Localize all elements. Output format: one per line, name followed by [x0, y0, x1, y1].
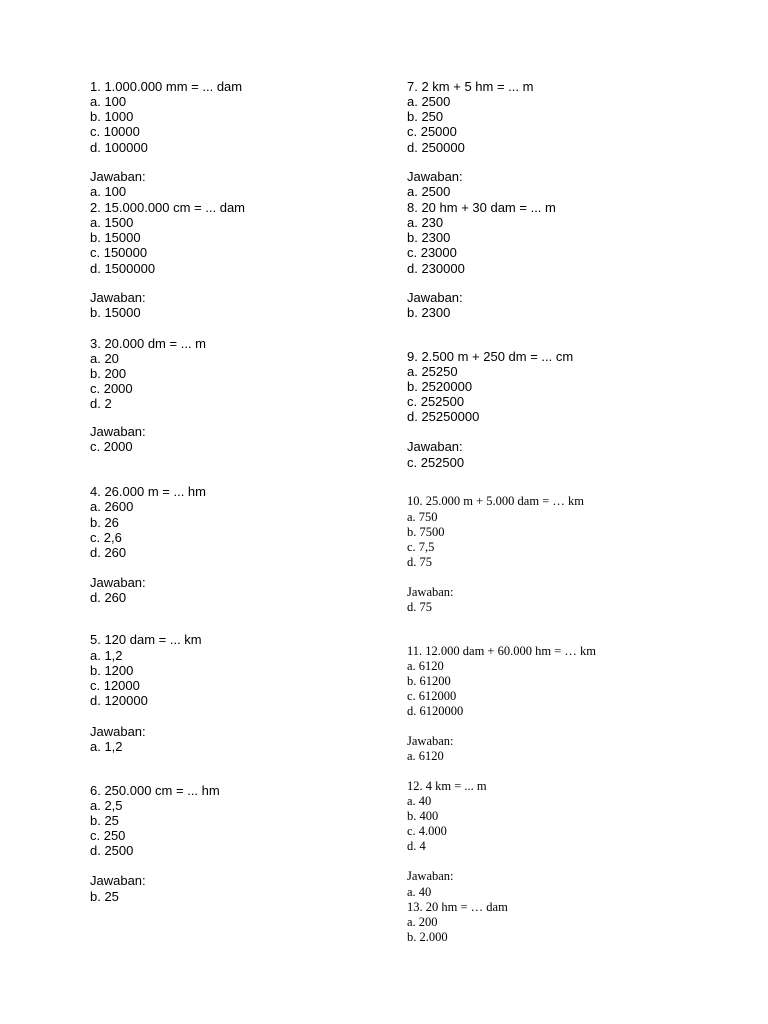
question-text: 8. 20 hm + 30 dam = ... m [407, 200, 556, 215]
option-c: c. 150000 [90, 245, 148, 260]
option-b: b. 400 [407, 809, 439, 823]
answer-label: Jawaban: [407, 585, 454, 599]
answer-value: c. 252500 [407, 455, 465, 470]
option-a: a. 40 [407, 794, 432, 808]
answer-value: a. 2500 [407, 184, 451, 199]
answer-value: a. 6120 [407, 749, 444, 763]
option-b: b. 2300 [407, 230, 451, 245]
option-d: d. 230000 [407, 261, 465, 276]
option-d: d. 1500000 [90, 261, 156, 276]
option-a: a. 2,5 [90, 798, 123, 813]
question-text: 9. 2.500 m + 250 dm = ... cm [407, 349, 574, 364]
question-text: 13. 20 hm = … dam [407, 900, 508, 914]
answer-value: a. 100 [90, 184, 127, 199]
option-b: b. 200 [90, 366, 127, 381]
answer-value: d. 260 [90, 590, 127, 605]
option-c: c. 10000 [90, 124, 140, 139]
option-b: b. 2.000 [407, 930, 448, 944]
option-b: b. 1000 [90, 109, 134, 124]
answer-label: Jawaban: [90, 290, 146, 305]
option-d: d. 100000 [90, 140, 148, 155]
answer-label: Jawaban: [407, 869, 454, 883]
answer-value: b. 25 [90, 889, 119, 904]
option-c: c. 612000 [407, 689, 457, 703]
question-text: 10. 25.000 m + 5.000 dam = … km [407, 494, 584, 508]
option-c: c. 12000 [90, 678, 140, 693]
option-b: b. 61200 [407, 674, 451, 688]
answer-value: d. 75 [407, 600, 432, 614]
option-b: b. 1200 [90, 663, 134, 678]
option-b: b. 25 [90, 813, 119, 828]
option-c: c. 250 [90, 828, 126, 843]
option-c: c. 2,6 [90, 530, 122, 545]
option-c: c. 2000 [90, 381, 133, 396]
answer-value: b. 2300 [407, 305, 451, 320]
option-a: a. 20 [90, 351, 119, 366]
answer-value: a. 1,2 [90, 739, 123, 754]
question-text: 6. 250.000 cm = ... hm [90, 783, 220, 798]
question-text: 1. 1.000.000 mm = ... dam [90, 79, 243, 94]
question-text: 3. 20.000 dm = ... m [90, 336, 206, 351]
option-a: a. 100 [90, 94, 127, 109]
question-text: 11. 12.000 dam + 60.000 hm = … km [407, 644, 596, 658]
option-a: a. 1,2 [90, 648, 123, 663]
option-d: d. 4 [407, 839, 426, 853]
question-text: 12. 4 km = ... m [407, 779, 487, 793]
answer-value: b. 15000 [90, 305, 141, 320]
option-a: a. 200 [407, 915, 438, 929]
answer-label: Jawaban: [407, 439, 463, 454]
option-d: d. 250000 [407, 140, 465, 155]
option-c: c. 252500 [407, 394, 465, 409]
answer-label: Jawaban: [90, 169, 146, 184]
answer-label: Jawaban: [407, 169, 463, 184]
option-c: c. 4.000 [407, 824, 447, 838]
answer-value: c. 2000 [90, 439, 133, 454]
option-d: d. 2500 [90, 843, 134, 858]
question-text: 2. 15.000.000 cm = ... dam [90, 200, 246, 215]
option-c: c. 23000 [407, 245, 457, 260]
option-d: d. 75 [407, 555, 432, 569]
option-a: a. 750 [407, 510, 438, 524]
answer-label: Jawaban: [90, 724, 146, 739]
option-d: d. 2 [90, 396, 112, 411]
option-b: b. 7500 [407, 525, 445, 539]
option-c: c. 7,5 [407, 540, 435, 554]
option-a: a. 2500 [407, 94, 451, 109]
option-a: a. 25250 [407, 364, 458, 379]
question-text: 7. 2 km + 5 hm = ... m [407, 79, 534, 94]
option-b: b. 15000 [90, 230, 141, 245]
answer-label: Jawaban: [90, 575, 146, 590]
answer-label: Jawaban: [90, 424, 146, 439]
option-d: d. 6120000 [407, 704, 464, 718]
option-a: a. 1500 [90, 215, 134, 230]
answer-value: a. 40 [407, 885, 432, 899]
option-d: d. 260 [90, 545, 127, 560]
option-d: d. 120000 [90, 693, 148, 708]
option-c: c. 25000 [407, 124, 457, 139]
answer-label: Jawaban: [407, 290, 463, 305]
option-b: b. 26 [90, 515, 119, 530]
answer-label: Jawaban: [90, 873, 146, 888]
option-a: a. 2600 [90, 499, 134, 514]
question-text: 4. 26.000 m = ... hm [90, 484, 206, 499]
answer-label: Jawaban: [407, 734, 454, 748]
option-a: a. 230 [407, 215, 444, 230]
option-d: d. 25250000 [407, 409, 480, 424]
option-b: b. 2520000 [407, 379, 473, 394]
question-text: 5. 120 dam = ... km [90, 632, 202, 647]
option-b: b. 250 [407, 109, 444, 124]
option-a: a. 6120 [407, 659, 444, 673]
